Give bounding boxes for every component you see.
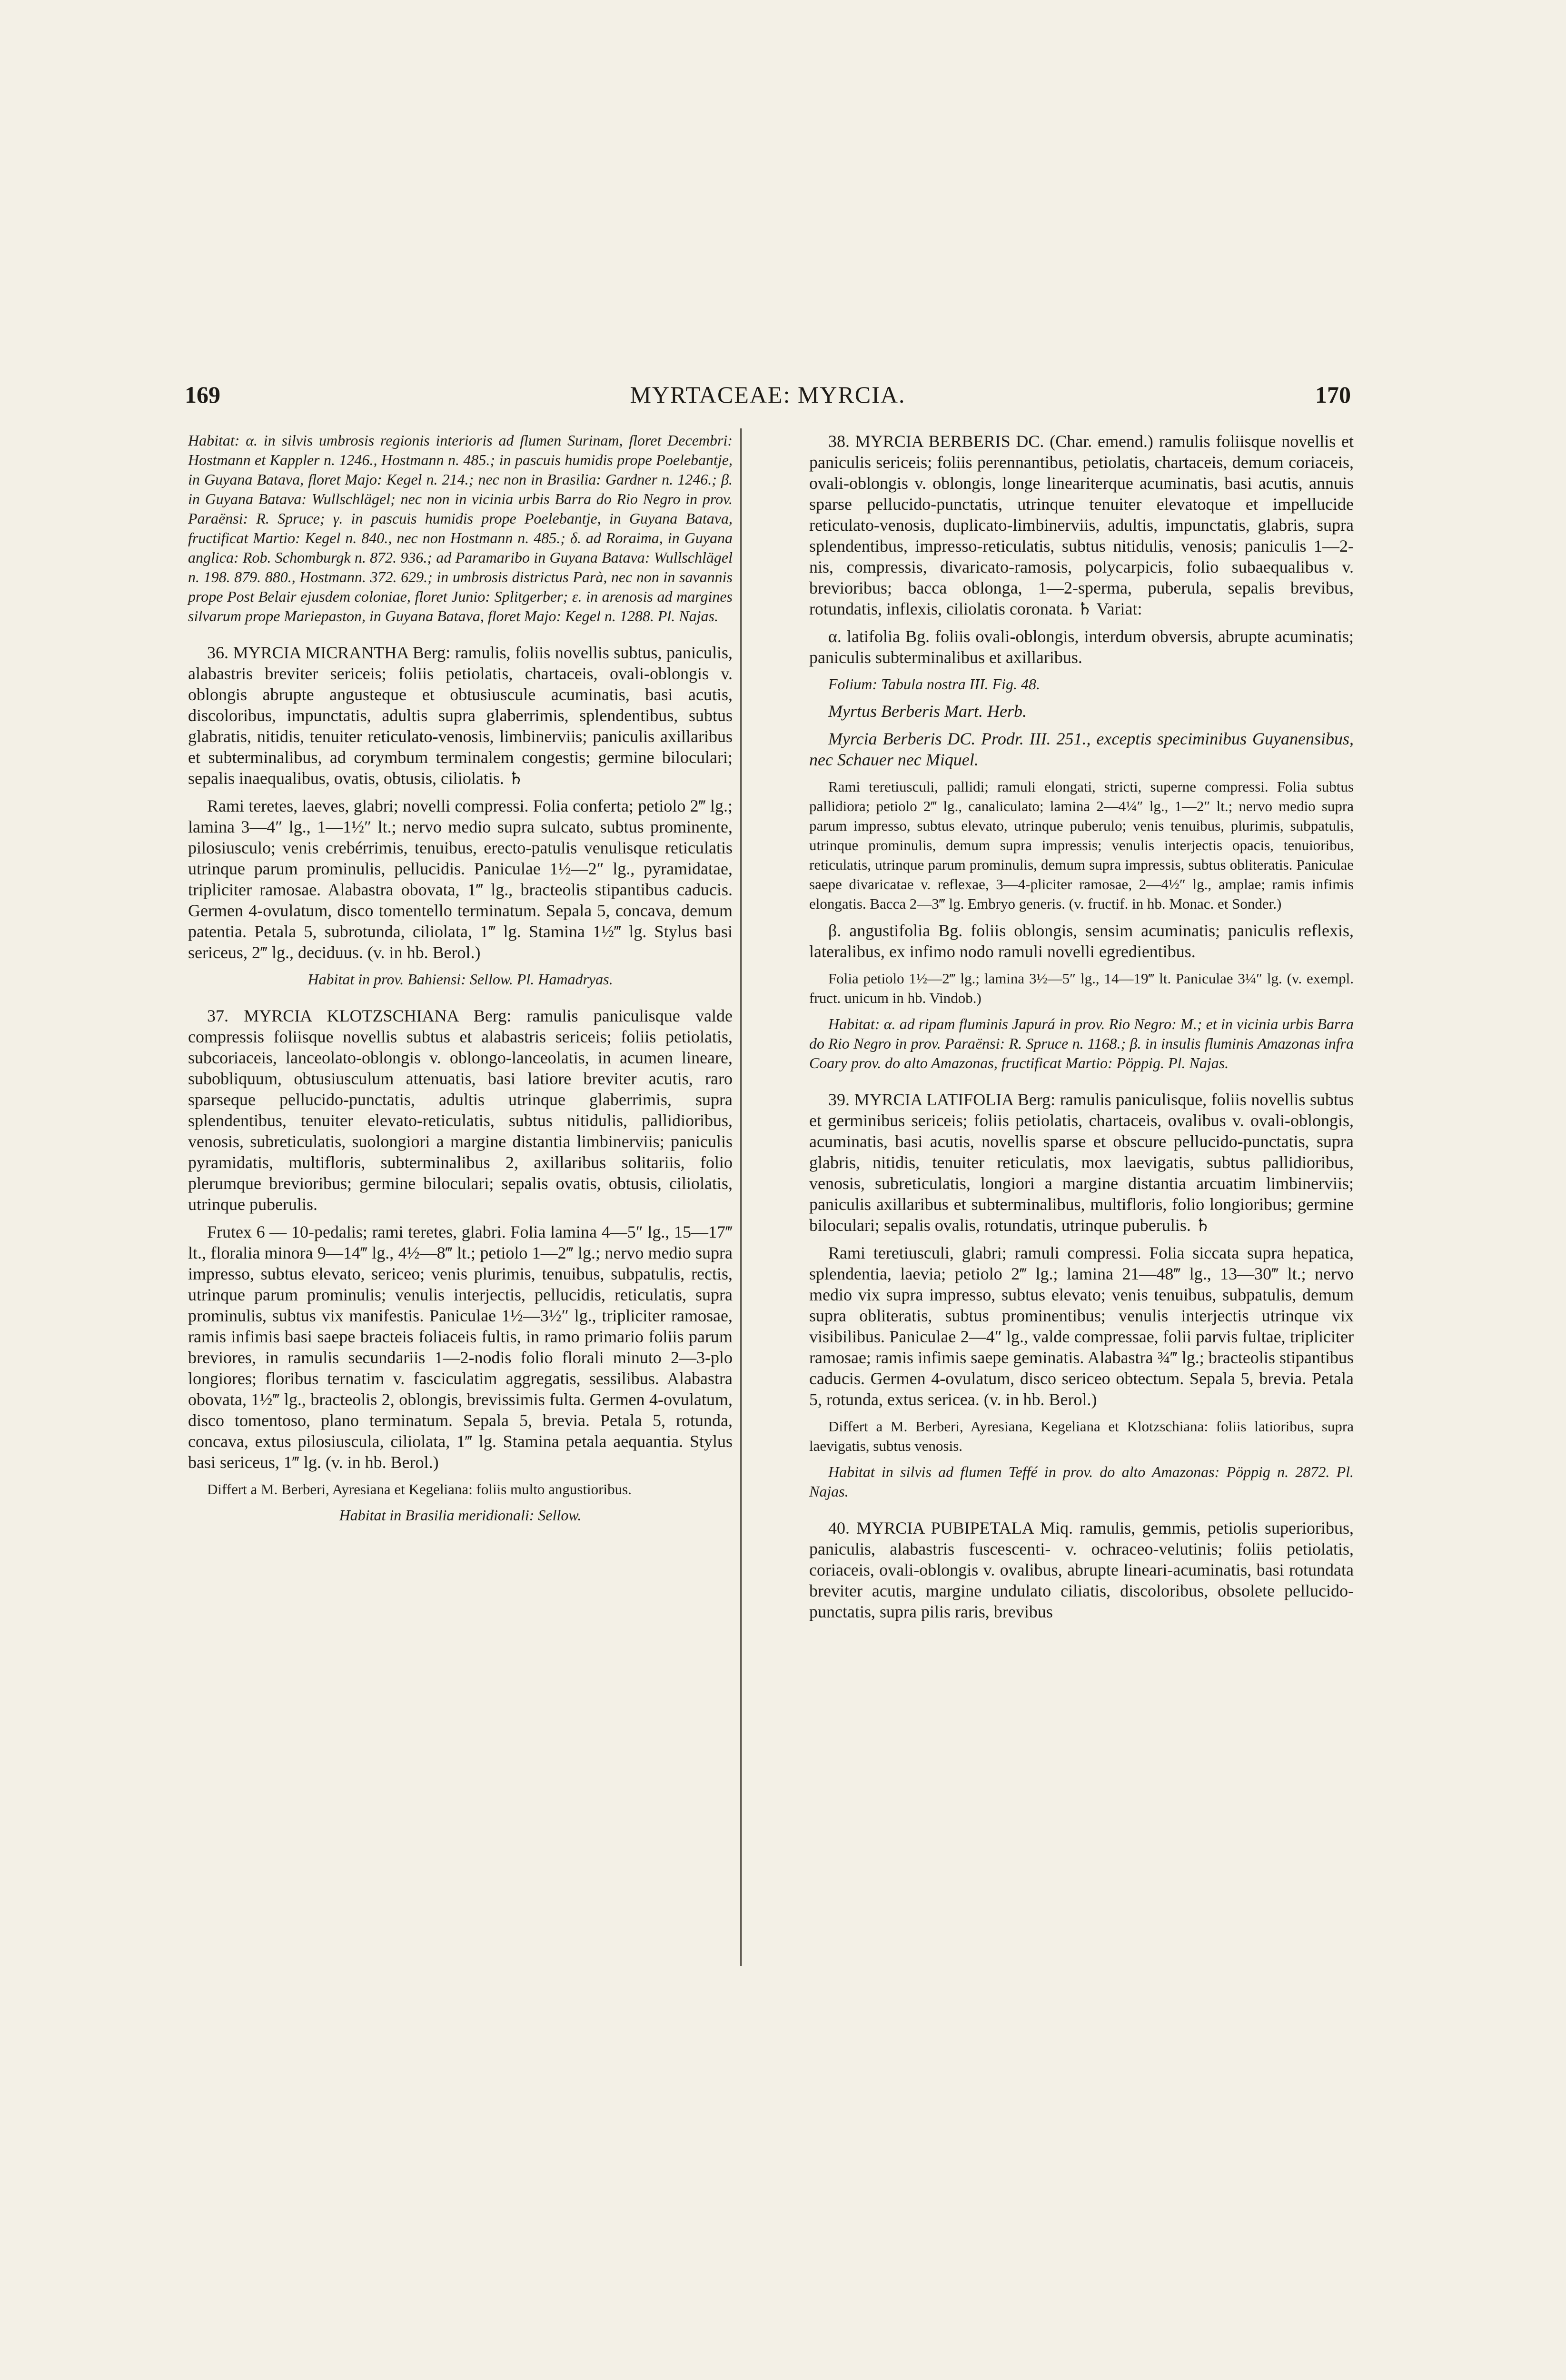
left-column bbox=[188, 431, 733, 1532]
synonym-1: Myrtus Berberis Mart. Herb. bbox=[828, 702, 1027, 721]
species-39-differt: Differt a M. Berberi, Ayresiana, Kegeliana et Klotzschiana: foliis latioribus, supra laevigatis, subtus venosis. bbox=[809, 1418, 1354, 1454]
right-column bbox=[809, 431, 1354, 1629]
species-38-description: 38. MYRCIA BERBERIS DC. (Char. emend.) ramulis foliisque novellis et paniculis sericeis; foliis perennantibus, petiolatis, chartaceis, demum coriaceis, ovali-oblongis v. oblongis, longe lineariterque acuminatis, basi acutis, annuis sparse pellucido-punctatis, utrinque tenuiter elevatoque et impellucide reticulato-venosis, duplicato-limbinerviis, adultis, impunctatis, glabris, supra splendentibus, impresso-reticulatis, subtus nitidulis, venosis; paniculis 1—2-nis, compressis, divaricato-ramosis, polycarpicis, folio subaequalibus v. brevioribus; bacca oblonga, 1—2-sperma, puberula, sepalis brevibus, rotundatis, inflexis, ciliolatis coronata. ♄ Variat: bbox=[809, 432, 1354, 618]
variety-alpha: α. latifolia Bg. foliis ovali-oblongis, interdum obversis, abrupte acuminatis; paniculis subterminalibus et axillaribus. bbox=[809, 627, 1354, 667]
page-header bbox=[185, 381, 1351, 414]
page-number-left: 169 bbox=[185, 381, 220, 408]
species-37-differt: Differt a M. Berberi, Ayresiana et Kegeliana: foliis multo angustioribus. bbox=[207, 1481, 632, 1497]
page-number-right: 170 bbox=[1315, 381, 1351, 408]
species-38-habitat: Habitat: α. ad ripam fluminis Japurá in prov. Rio Negro: M.; et in vicinia urbis Barra do Rio Negro in prov. Paraënsi: R. Spruce n. 1168.; β. in insulis fluminis Amazonas infra Coary prov. do alto Amazonas, fructificat Martio: Pöppig. Pl. Najas. bbox=[809, 1015, 1354, 1071]
species-40-description: 40. MYRCIA PUBIPETALA Miq. ramulis, gemmis, petiolis superioribus, paniculis, alabastris fuscescenti- v. ochraceo-velutinis; foliis petiolatis, coriaceis, ovali-oblongis v. ovalibus, abrupte lineari-acuminatis, basi rotundata breviter acutis, margine undulato ciliatis, discoloribus, obsolete pellucido-punctatis, supra pilis raris, brevibus bbox=[809, 1518, 1354, 1621]
synonym-2: Myrcia Berberis DC. Prodr. III. 251., exceptis speciminibus Guyanensibus, nec Schauer nec Miquel. bbox=[809, 729, 1354, 769]
species-37-details: Frutex 6 — 10-pedalis; rami teretes, glabri. Folia lamina 4—5″ lg., 15—17‴ lt., floralia minora 9—14‴ lg., 4½—8‴ lt.; petiolo 1—2‴ lg.; nervo medio supra impresso, subtus elevato, sericeo; venis plurimis, tenuibus, subpatulis, rectis, utrinque parum prominulis; venulis interjectis, pellucidis, reticulatis, supra prominulis, subtus vix manifestis. Paniculae 1½—3½″ lg., tripliciter ramosae, ramis infimis basi saepe bracteis foliaceis fultis, in ramo primario foliis parum breviores, in ramulis secundariis 1—2-nodis folio florali minuto 2—3-plo longiores; floribus ternatim v. fasciculatim aggregatis, sessilibus. Alabastra obovata, 1½‴ lg., bracteolis 2, oblongis, brevissimis fulta. Germen 4-ovulatum, disco tomentoso, plano terminatum. Sepala 5, brevia. Petala 5, rotunda, concava, extus pilosiuscula, ciliolata, 1‴ lg. Stamina petala aequantia. Stylus basi sericeus, 1‴ lg. (v. in hb. Berol.) bbox=[188, 1222, 733, 1472]
species-39-details: Rami teretiusculi, glabri; ramuli compressi. Folia siccata supra hepatica, splendentia, laevia; petiolo 2‴ lg.; lamina 21—48‴ lg., 13—30‴ lt.; nervo medio vix supra impresso, subtus elevato; venis tenuibus, subpatulis, demum supra obliteratis, subtus prominentibus; venulis interjectis utrinque vix visibilibus. Paniculae 2—4″ lg., valde compressae, folii parvis fultae, tripliciter ramosae; ramis infimis saepe geminatis. Alabastra ¾‴ lg.; bracteolis stipantibus caducis. Germen 4-ovulatum, disco sericeo obtectum. Sepala 5, brevia. Petala 5, rotunda, extus sericea. (v. in hb. Berol.) bbox=[809, 1243, 1354, 1409]
variety-beta: β. angustifolia Bg. foliis oblongis, sensim acuminatis; paniculis reflexis, lateralibus, ex infimo nodo ramuli novelli egredientibus. bbox=[809, 921, 1354, 961]
running-title: MYRTACEAE: MYRCIA. bbox=[630, 381, 906, 408]
species-39-habitat: Habitat in silvis ad flumen Teffé in prov. do alto Amazonas: Pöppig n. 2872. Pl. Najas. bbox=[809, 1463, 1354, 1500]
habitat-paragraph: Habitat: α. in silvis umbrosis regionis interioris ad flumen Surinam, floret Decembri: Hostmann et Kappler n. 1246., Hostmann n. 485.; in pascuis humidis prope Poelebantje, in Guyana Batava, floret Majo: Kegel n. 214.; nec non in Brasilia: Gardner n. 1246.; β. in Guyana Batava: Wullschlägel; nec non in vicinia urbis Barra do Rio Negro in prov. Paraënsi: R. Spruce; γ. in pascuis humidis prope Poelebantje, in Guyana Batava, fructificat Martio: Kegel n. 840., nec non Hostmann n. 485.; δ. ad Roraima, in Guyana anglica: Rob. Schomburgk n. 872. 936.; ad Paramaribo in Guyana Batava: Wullschlägel n. 198. 879. 880., Hostmann. 372. 629.; in umbrosis districtus Parà, nec non in savannis prope Post Belair ejusdem coloniae, floret Junio: Splitgerber; ε. in arenosis ad margines silvarum prope Mariepaston, in Guyana Batava, floret Majo: Kegel n. 1288. Pl. Najas. bbox=[188, 432, 733, 625]
variety-beta-details: Folia petiolo 1½—2‴ lg.; lamina 3½—5″ lg., 14—19‴ lt. Paniculae 3¼″ lg. (v. exempl. fruct. unicum in hb. Vindob.) bbox=[809, 970, 1354, 1006]
species-38-details: Rami teretiusculi, pallidi; ramuli elongati, stricti, superne compressi. Folia subtus pallidiora; petiolo 2‴ lg., canaliculato; lamina 2—4¼″ lg., 1—2″ lt.; nervo medio supra parum impresso, subtus elevato, utrinque puberulo; venis tenuibus, plurimis, subpatulis, utrinque prominulis, demum supra impressis; venulis interjectis opacis, tenuioribus, reticulatis, utrinque parum prominulis, demum supra impressis, subtus obliteratis. Paniculae saepe divaricatae v. reflexae, 3—4-pliciter ramosae, 2—4½″ lg., amplae; ramis infimis elongatis. Bacca 2—3‴ lg. Embryo generis. (v. fructif. in hb. Monac. et Sonder.) bbox=[809, 778, 1354, 912]
figure-reference: Folium: Tabula nostra III. Fig. 48. bbox=[828, 675, 1041, 693]
species-36-details: Rami teretes, laeves, glabri; novelli compressi. Folia conferta; petiolo 2‴ lg.; lamina 3—4″ lg., 1—1½″ lt.; nervo medio supra sulcato, subtus prominente, pilosiusculo; venis crebérrimis, tenuibus, erecto-patulis venulisque reticulatis utrinque parum prominulis, pellucidis. Paniculae 1½—2″ lg., pyramidatae, tripliciter ramosae. Alabastra obovata, 1‴ lg., bracteolis stipantibus caducis. Germen 4-ovulatum, disco tomentello terminatum. Sepala 5, concava, demum patentia. Petala 5, subrotunda, ciliolata, 1‴ lg. Stamina 1½‴ lg. Stylus basi sericeus, 2‴ lg., deciduus. (v. in hb. Berol.) bbox=[188, 796, 733, 962]
column-divider bbox=[740, 428, 743, 1966]
species-36-habitat: Habitat in prov. Bahiensi: Sellow. Pl. Hamadryas. bbox=[307, 971, 613, 988]
species-37-habitat: Habitat in Brasilia meridionali: Sellow. bbox=[339, 1507, 582, 1524]
species-37-description: 37. MYRCIA KLOTZSCHIANA Berg: ramulis paniculisque valde compressis foliisque novellis subtus et alabastris sericeis; foliis petiolatis, subcoriaceis, lanceolato-oblongis v. oblongo-lanceolatis, in acumen lineare, subobliquum, obtusiusculum attenuatis, basi latiore breviter acutis, raro sparseque pellucido-punctatis, adultis utrinque glaberrimis, supra splendentibus, tenuiter elevato-reticulatis, subtus nitidulis, pallidioribus, venosis, subreticulatis, suolongiori a margine distantia limbinerviis; paniculis pyramidatis, multifloris, subterminalibus 2, axillaribus solitariis, folio plerumque brevioribus; germine biloculari; sepalis ovatis, obtusis, ciliolatis, utrinque puberulis. bbox=[188, 1006, 733, 1214]
species-36-description: 36. MYRCIA MICRANTHA Berg: ramulis, foliis novellis subtus, paniculis, alabastris breviter sericeis; foliis petiolatis, chartaceis, ovali-oblongis v. oblongis abrupte angusteque et obtusiuscule acuminatis, basi acutis, discoloribus, impunctatis, adultis supra glaberrimis, splendentibus, subtus glabratis, nitidis, tenuiter reticulato-venosis, limbinerviis; paniculis axillaribus et subterminalibus, ad corymbum terminalem congestis; germine biloculari; sepalis inaequalibus, ovatis, obtusis, ciliolatis. ♄ bbox=[188, 643, 733, 788]
species-39-description: 39. MYRCIA LATIFOLIA Berg: ramulis paniculisque, foliis novellis subtus et germinibus sericeis; foliis petiolatis, chartaceis, ovalibus v. ovali-oblongis, acuminatis, basi acutis, novellis sparse et obscure pellucido-punctatis, supra glabris, nitidis, tenuiter reticulatis, mox laevigatis, subtus pallidioribus, venosis, subreticulatis, longiori a margine distantia arcuatim limbinerviis; paniculis axillaribus et subterminalibus, multifloris, folio longioribus; germine biloculari; sepalis ovalis, rotundatis, utrinque puberulis. ♄ bbox=[809, 1090, 1354, 1235]
